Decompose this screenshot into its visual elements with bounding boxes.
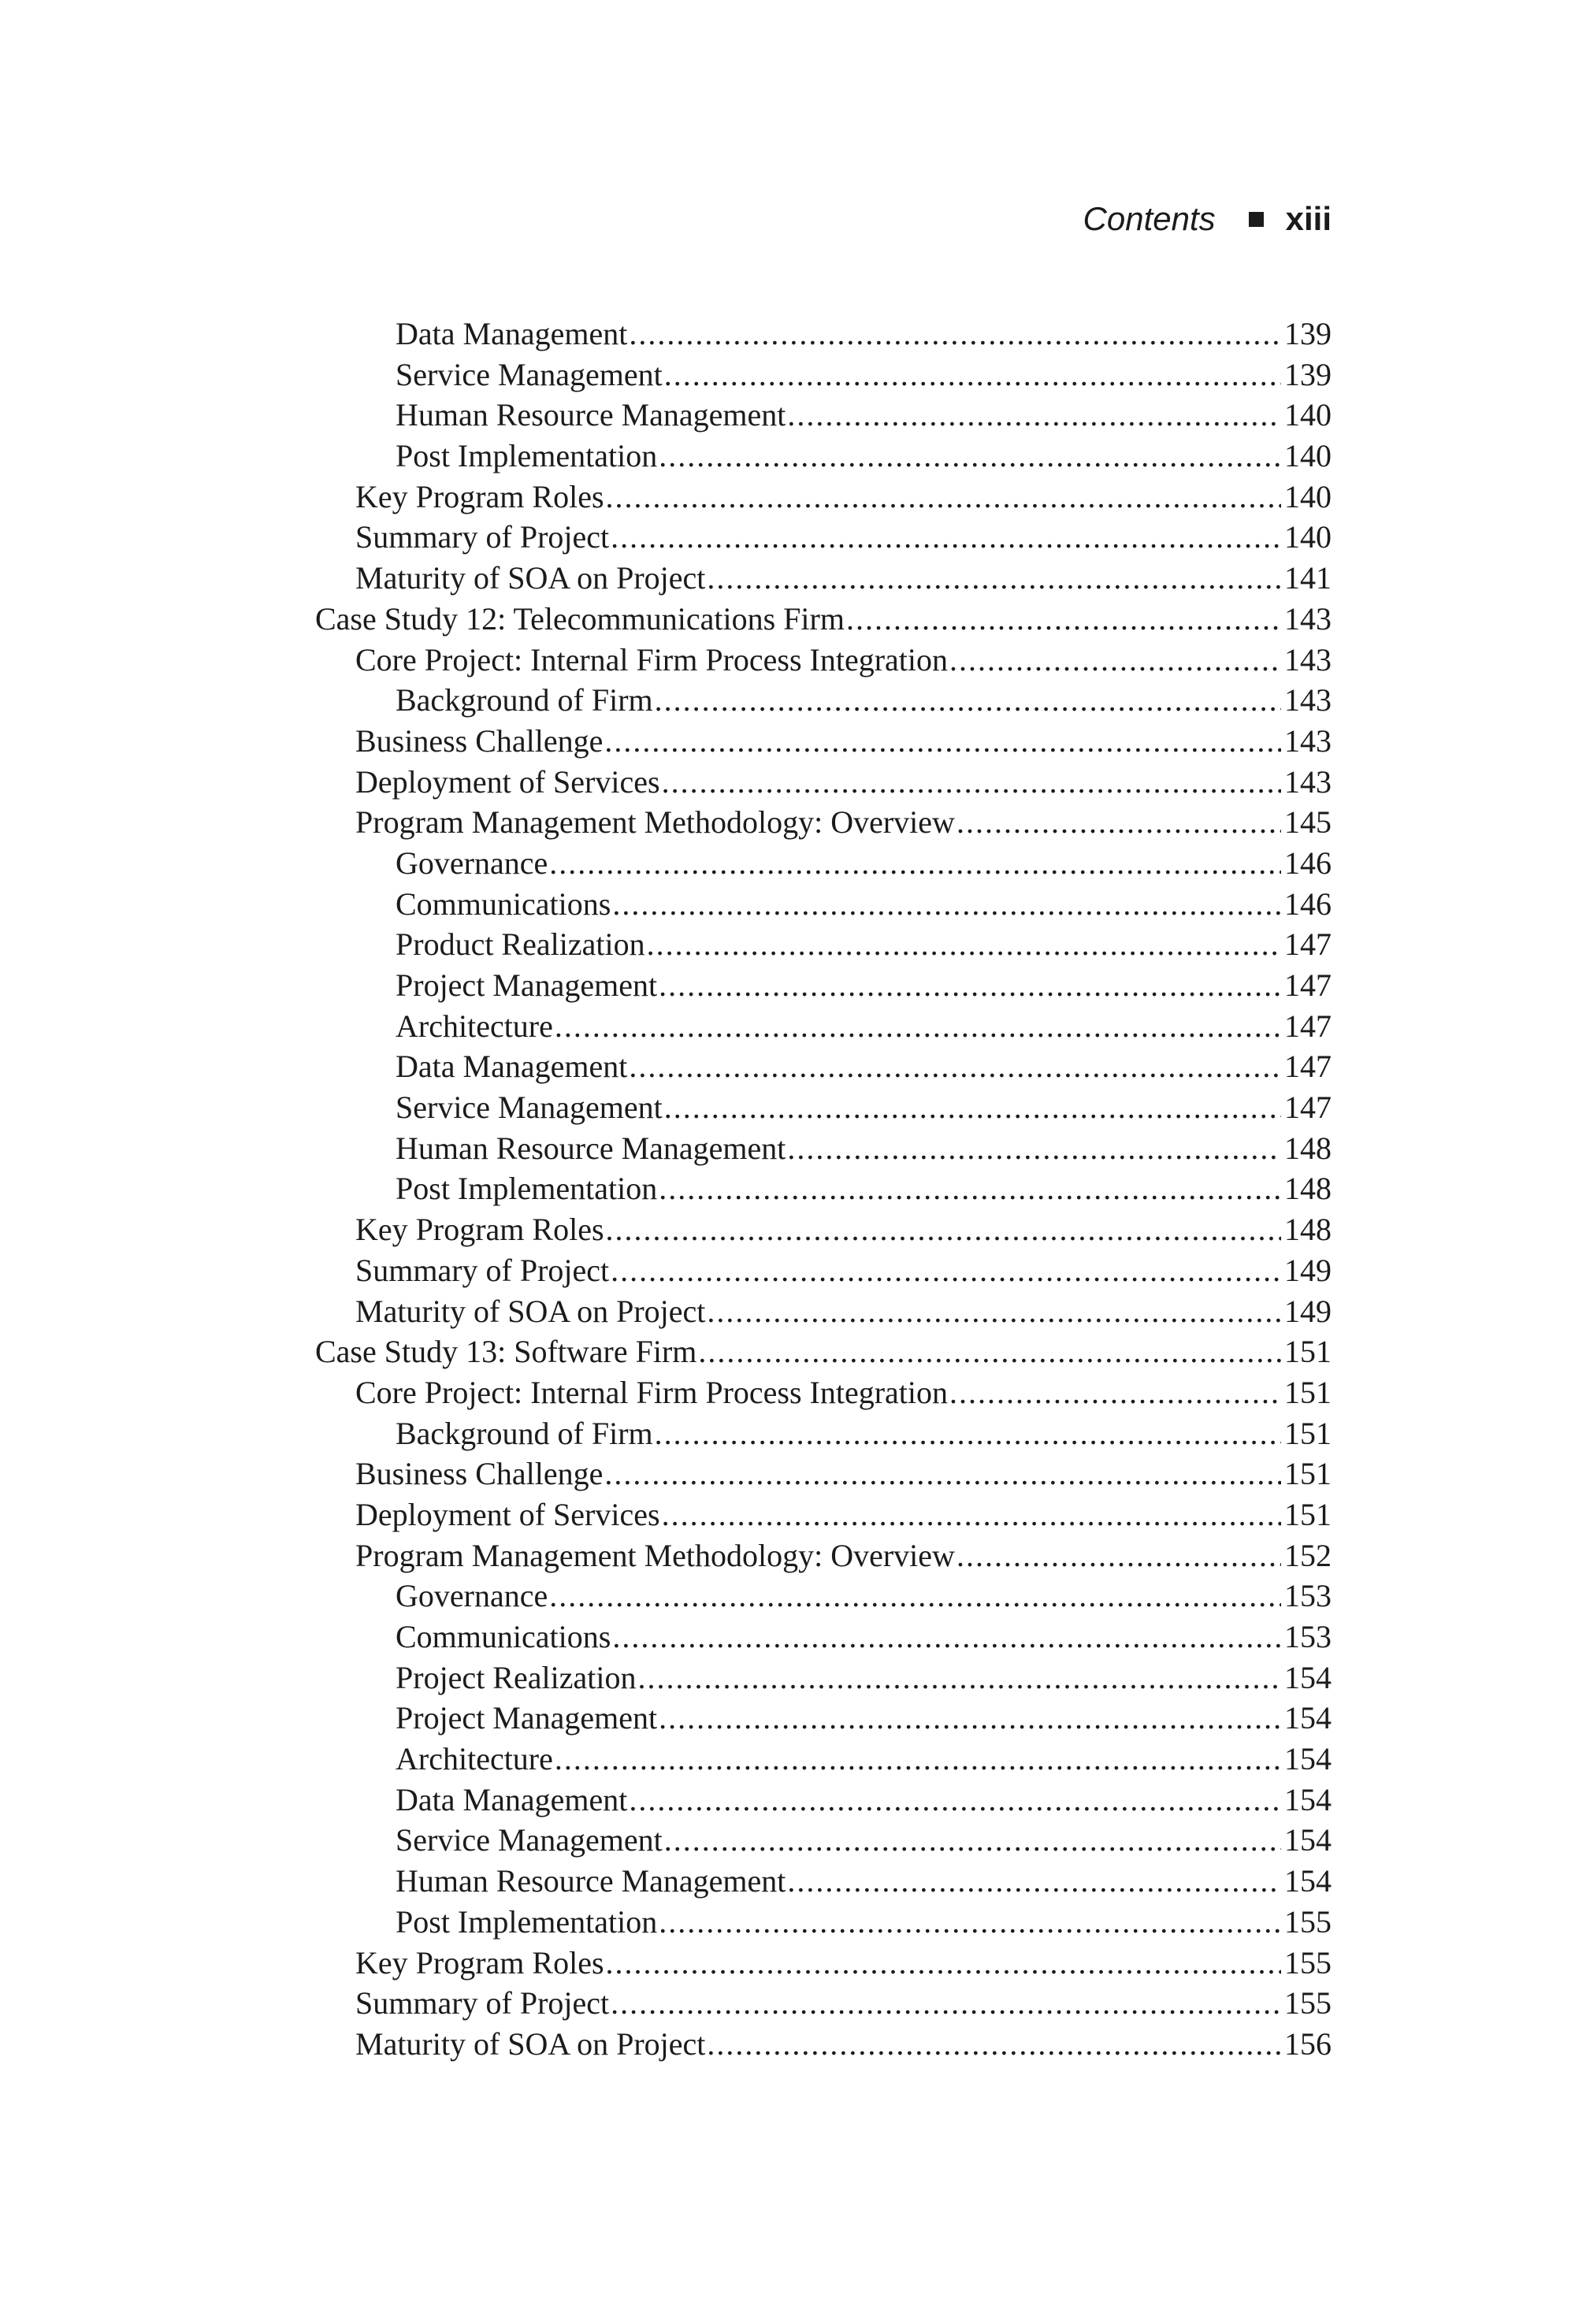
toc-entry-page: 154 [1284,1659,1332,1695]
toc-entry-title: Data Management [396,316,628,351]
running-head-title: Contents [1083,200,1216,237]
toc-entry-page: 148 [1284,1171,1332,1207]
toc-entry-title: Maturity of SOA on Project [355,2025,706,2062]
toc-entry [315,1413,1332,1454]
toc-entry-page: 147 [1284,1008,1332,1044]
toc-entry-page: 140 [1284,519,1332,555]
toc-entry [315,436,1332,477]
toc-entry-title: Data Management [396,1781,628,1817]
dot-leader [664,355,1281,395]
toc-entry-title: Summary of Project [355,1252,610,1288]
toc-entry-page: 151 [1284,1334,1332,1370]
toc-entry-page: 152 [1284,1537,1332,1573]
toc-entry [315,1861,1332,1902]
toc-entry-page: 155 [1284,1944,1332,1981]
toc-entry-title: Human Resource Management [396,1863,786,1899]
toc-entry-page: 143 [1284,763,1332,800]
toc-entry [315,1983,1332,2024]
toc-entry [315,1658,1332,1698]
dot-leader [659,1168,1281,1209]
toc-entry [315,1006,1332,1047]
toc-entry-title: Core Project: Internal Firm Process Integration [355,1374,949,1410]
toc-entry [315,1943,1332,1984]
toc-entry-title: Summary of Project [355,519,610,555]
dot-leader [707,1291,1281,1332]
toc-entry-title: Post Implementation [396,1903,658,1940]
toc-entry [315,1087,1332,1128]
toc-entry [315,1453,1332,1494]
toc-entry-page: 151 [1284,1374,1332,1410]
toc-entry [315,965,1332,1006]
dot-leader [956,802,1281,843]
toc-entry-title: Architecture [396,1741,553,1777]
toc-entry [315,477,1332,518]
toc-entry-title: Deployment of Services [355,1496,660,1532]
toc-entry-page: 153 [1284,1578,1332,1614]
dot-leader [611,1983,1281,2024]
toc-entry-title: Core Project: Internal Firm Process Integration [355,641,949,678]
toc-entry-title: Post Implementation [396,438,658,474]
toc-entry-page: 151 [1284,1496,1332,1532]
toc-entry-title: Key Program Roles [355,1944,604,1981]
toc-entry-title: Business Challenge [355,1456,604,1492]
toc-entry-page: 154 [1284,1822,1332,1858]
toc-entry [315,314,1332,355]
toc-entry-title: Key Program Roles [355,1212,604,1248]
toc-entry-title: Post Implementation [396,1171,658,1207]
toc-entry-page: 143 [1284,682,1332,718]
toc-entry-title: Data Management [396,1049,628,1085]
toc-entry [315,1535,1332,1576]
toc-entry-title: Background of Firm [396,1415,653,1451]
toc-entry [315,884,1332,925]
toc-entry [315,1291,1332,1332]
dot-leader [659,965,1281,1006]
toc-entry-page: 146 [1284,845,1332,881]
dot-leader [949,1372,1281,1413]
toc-entry [315,1331,1332,1372]
dot-leader [606,1943,1281,1984]
dot-leader [604,1453,1281,1494]
dot-leader [787,1128,1281,1169]
dot-leader [698,1331,1281,1372]
toc-entry-title: Service Management [396,1822,663,1858]
toc-entry-title: Service Management [396,356,663,392]
toc-entry-page: 139 [1284,356,1332,392]
running-head [1083,195,1332,243]
dot-leader [956,1535,1281,1576]
toc-entry-title: Project Management [396,1700,658,1736]
toc-entry-title: Project Realization [396,1659,637,1695]
dot-leader [787,1861,1281,1902]
toc-entry-page: 141 [1284,560,1332,596]
dot-leader [611,517,1281,558]
dot-leader [659,436,1281,477]
dot-leader [949,640,1281,681]
toc-entry-page: 148 [1284,1130,1332,1166]
toc-entry [315,1576,1332,1617]
dot-leader [846,599,1281,640]
toc-entry [315,1698,1332,1739]
toc-entry-page: 140 [1284,438,1332,474]
toc-entry-page: 154 [1284,1741,1332,1777]
toc-entry [315,721,1332,762]
dot-leader [707,558,1281,599]
dot-leader [662,1494,1281,1535]
toc-entry-page: 139 [1284,316,1332,351]
toc-entry-title: Human Resource Management [396,397,786,433]
dot-leader [611,1250,1281,1291]
toc-entry [315,558,1332,599]
dot-leader [604,721,1281,762]
dot-leader [549,843,1281,884]
dot-leader [664,1820,1281,1861]
toc-entry [315,395,1332,436]
toc-entry [315,1617,1332,1658]
dot-leader [647,924,1281,965]
toc-entry [315,2024,1332,2065]
toc-entry-title: Project Management [396,967,658,1003]
toc-entry [315,1128,1332,1169]
dot-leader [655,680,1281,721]
black-square-icon [1249,212,1264,227]
toc-entry [315,640,1332,681]
toc-entry-page: 155 [1284,1985,1332,2021]
toc-entry-title: Deployment of Services [355,763,660,800]
toc-entry [315,599,1332,640]
dot-leader [555,1006,1281,1047]
toc-entry-page: 147 [1284,967,1332,1003]
dot-leader [606,1209,1281,1250]
toc-entry-title: Summary of Project [355,1985,610,2021]
dot-leader [629,1046,1281,1087]
toc-entry-title: Governance [396,845,548,881]
toc-entry [315,1250,1332,1291]
toc-entry [315,355,1332,395]
dot-leader [637,1658,1281,1698]
dot-leader [612,1617,1281,1658]
toc-entry-page: 146 [1284,885,1332,922]
toc-entry [315,1820,1332,1861]
toc-entry-title: Program Management Methodology: Overview [355,804,955,841]
dot-leader [707,2024,1281,2065]
toc-entry [315,802,1332,843]
dot-leader [659,1698,1281,1739]
toc-entry-title: Key Program Roles [355,478,604,514]
toc-entry-title: Business Challenge [355,722,604,759]
toc-entry [315,680,1332,721]
toc-entry [315,1739,1332,1780]
toc-entry-page: 151 [1284,1456,1332,1492]
toc-entry-title: Product Realization [396,926,645,963]
toc-entry-page: 148 [1284,1212,1332,1248]
toc-entry-title: Governance [396,1578,548,1614]
toc-entry-page: 145 [1284,804,1332,841]
toc-entry [315,1902,1332,1943]
toc-entry-page: 143 [1284,722,1332,759]
dot-leader [662,762,1281,803]
page-number: xiii [1285,200,1332,237]
toc-entry-page: 147 [1284,1090,1332,1126]
toc-entry-page: 140 [1284,397,1332,433]
toc-entry-title: Program Management Methodology: Overview [355,1537,955,1573]
toc-entry-title: Communications [396,885,611,922]
toc-entry-title: Maturity of SOA on Project [355,560,706,596]
toc-entry-title: Case Study 12: Telecommunications Firm [315,600,845,637]
toc-entry [315,1168,1332,1209]
toc-entry-page: 154 [1284,1863,1332,1899]
toc-entry-title: Human Resource Management [396,1130,786,1166]
toc-entry-page: 154 [1284,1700,1332,1736]
dot-leader [612,884,1281,925]
toc-entry [315,924,1332,965]
toc-entry [315,762,1332,803]
dot-leader [629,1780,1281,1821]
toc-entry-page: 155 [1284,1903,1332,1940]
toc-entry-title: Case Study 13: Software Firm [315,1334,697,1370]
toc-entry-page: 149 [1284,1252,1332,1288]
toc-entry-title: Architecture [396,1008,553,1044]
dot-leader [629,314,1281,355]
toc-entry-page: 153 [1284,1619,1332,1654]
toc-entry-title: Background of Firm [396,682,653,718]
toc-entry [315,1372,1332,1413]
toc-entry [315,1209,1332,1250]
toc-entry-page: 147 [1284,926,1332,963]
toc-entry [315,517,1332,558]
dot-leader [549,1576,1281,1617]
toc-entry-title: Communications [396,1619,611,1654]
table-of-contents [315,314,1332,2065]
toc-entry [315,843,1332,884]
dot-leader [606,477,1281,518]
toc-entry-page: 140 [1284,478,1332,514]
toc-entry-page: 154 [1284,1781,1332,1817]
dot-leader [555,1739,1281,1780]
dot-leader [655,1413,1281,1454]
toc-entry [315,1046,1332,1087]
toc-entry-page: 151 [1284,1415,1332,1451]
toc-entry [315,1494,1332,1535]
toc-entry-title: Service Management [396,1090,663,1126]
toc-entry-page: 156 [1284,2025,1332,2062]
dot-leader [664,1087,1281,1128]
toc-entry-page: 147 [1284,1049,1332,1085]
toc-entry-title: Maturity of SOA on Project [355,1293,706,1329]
dot-leader [787,395,1281,436]
toc-entry-page: 149 [1284,1293,1332,1329]
toc-entry [315,1780,1332,1821]
toc-entry-page: 143 [1284,641,1332,678]
dot-leader [659,1902,1281,1943]
toc-entry-page: 143 [1284,600,1332,637]
